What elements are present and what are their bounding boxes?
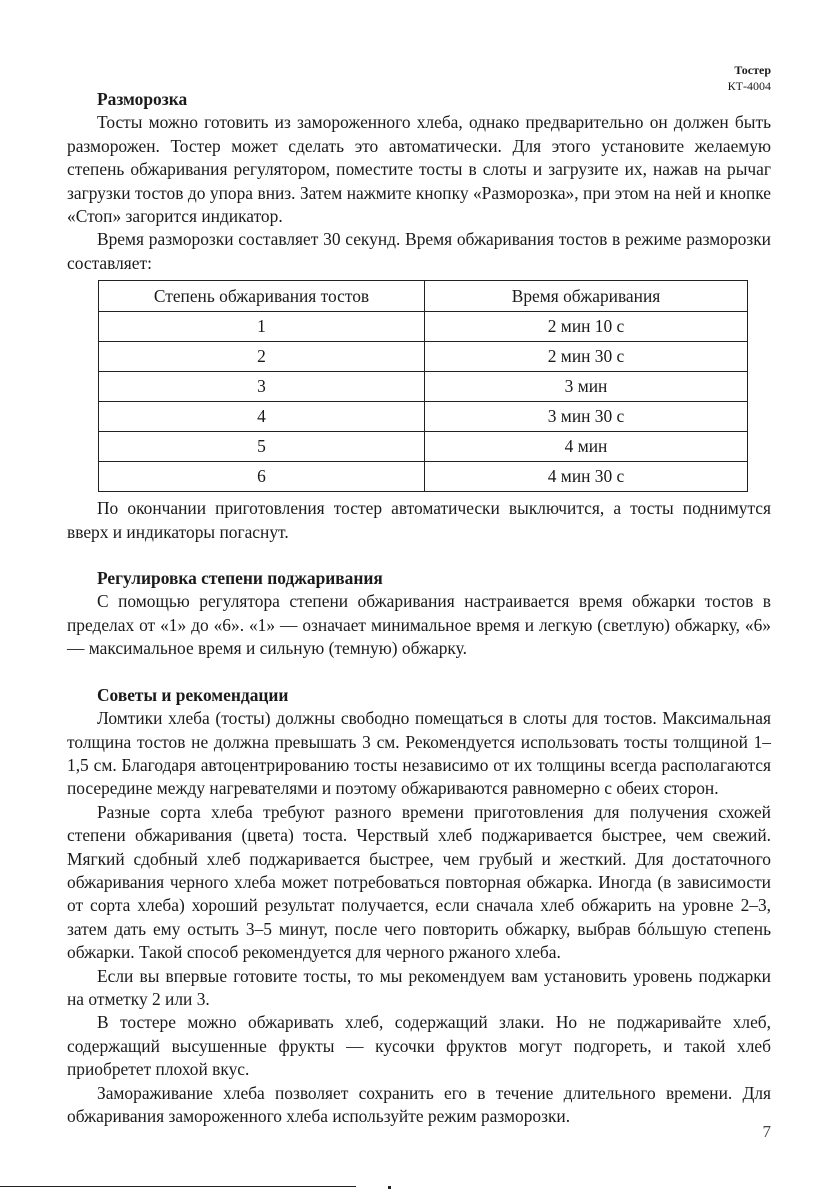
table-cell: 2 — [99, 342, 425, 372]
product-name: Тостер — [734, 63, 771, 77]
defrost-time-table — [98, 280, 748, 492]
table-cell: 3 мин 30 с — [425, 402, 748, 432]
table-row — [99, 462, 748, 492]
table-cell: 3 мин — [425, 372, 748, 402]
product-code: КТ-4004 — [727, 79, 771, 93]
paragraph: По окончании приготовления тостер автоматически выключится, а тосты поднимутся вверх и индикаторы погаснут. — [67, 498, 771, 542]
table-cell: 5 — [99, 432, 425, 462]
paragraph: С помощью регулятора степени обжаривания настраивается время обжарки тостов в пределах от «1» до «6». «1» — означает минимальное время и легкую (светлую) обжарку, «6» — максимальное время и сильную (темную) обжарку. — [67, 591, 771, 659]
paragraph: Замораживание хлеба позволяет сохранить его в течение длительного времени. Для обжаривания замороженного хлеба используйте режим разморозки. — [67, 1082, 771, 1126]
paragraph: Тосты можно готовить из замороженного хлеба, однако предварительно он должен быть разморожен. Тостер может сделать это автоматически. Для этого установите желаемую степень обжаривания регулятором, поместите тосты в слоты и загрузите их, нажав на рычаг загрузки тостов до упора вниз. Затем нажмите кнопку «Разморозка», при этом на ней и кнопке «Стоп» загорится индикатор. — [67, 112, 771, 227]
document-body — [67, 88, 771, 1128]
page-number: 7 — [762, 1122, 771, 1141]
table-row — [99, 372, 748, 402]
paragraph: Время разморозки составляет 30 секунд. Время обжаривания тостов в режиме разморозки составляет: — [67, 229, 771, 273]
table-cell: 3 — [99, 372, 425, 402]
table-cell: 2 мин 10 с — [425, 312, 748, 342]
table-cell: 6 — [99, 462, 425, 492]
paragraph: В тостере можно обжаривать хлеб, содержащий злаки. Но не поджаривайте хлеб, содержащий высушенные фрукты — кусочки фруктов могут подгореть, и такой хлеб приобретет плохой вкус. — [67, 1012, 771, 1080]
section-title-tips: Советы и рекомендации — [97, 684, 289, 705]
table-header-row — [99, 281, 748, 312]
table-header-cell: Время обжаривания — [425, 281, 748, 312]
paragraph: Если вы впервые готовите тосты, то мы рекомендуем вам установить уровень поджарки на отметку 2 или 3. — [67, 965, 771, 1009]
table-row — [99, 312, 748, 342]
crop-mark-line — [0, 1186, 356, 1187]
section-title-defrost: Разморозка — [97, 89, 188, 109]
table-header-cell: Степень обжаривания тостов — [99, 281, 425, 312]
table-cell: 4 — [99, 402, 425, 432]
table-cell: 4 мин — [425, 432, 748, 462]
paragraph: Ломтики хлеба (тосты) должны свободно помещаться в слоты для тостов. Максимальная толщина тостов не должна превышать 3 см. Рекомендуется использовать тосты толщиной 1–1,5 см. Благодаря автоцентрированию тосты независимо от их толщины всегда располагаются посередине между нагревателями и поэтому обжариваются равномерно с обеих сторон. — [67, 708, 771, 799]
paragraph: Разные сорта хлеба требуют разного времени приготовления для получения схожей степени обжаривания (цвета) тоста. Черствый хлеб поджаривается быстрее, чем свежий. Мягкий сдобный хлеб поджаривается быстрее, чем грубый и жесткий. Для достаточного обжаривания черного хлеба может потребоваться повторная обжарка. Иногда (в зависимости от сорта хлеба) хороший результат получается, если сначала хлеб обжарить на уровне 2–3, затем дать ему остыть 3–5 минут, после чего повторить обжарку, выбрав бóльшую степень обжарки. Такой способ рекомендуется для черного ржаного хлеба. — [67, 801, 771, 963]
table-row — [99, 402, 748, 432]
table-cell: 1 — [99, 312, 425, 342]
table-cell: 2 мин 30 с — [425, 342, 748, 372]
table-row — [99, 432, 748, 462]
section-title-adjust: Регулировка степени поджаривания — [97, 568, 383, 589]
table-cell: 4 мин 30 с — [425, 462, 748, 492]
table-row — [99, 342, 748, 372]
